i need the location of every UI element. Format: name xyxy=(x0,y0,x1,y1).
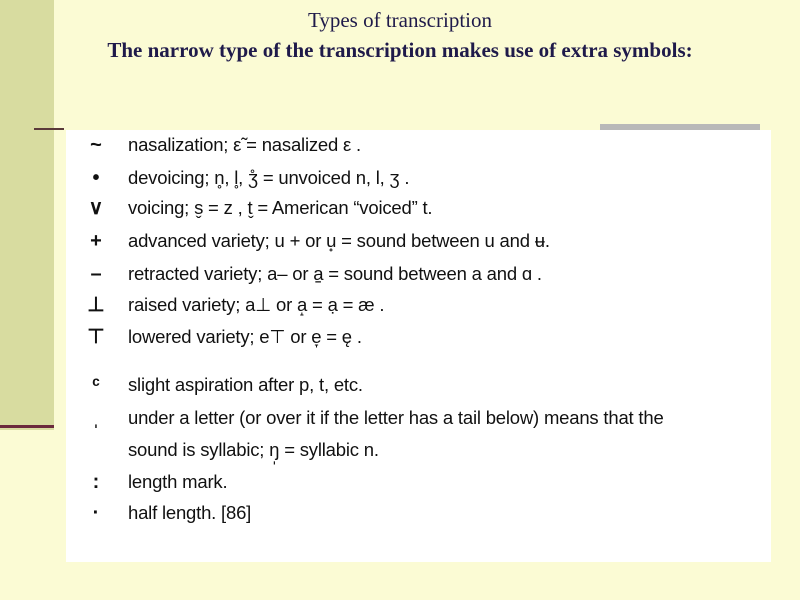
list-item-text: advanced variety; u + or u̟ = sound between u and ʉ. xyxy=(128,230,550,251)
list-item-text: lowered variety; e⊤ or e̞ = ę . xyxy=(128,326,362,347)
list-item xyxy=(66,498,771,528)
divider xyxy=(34,128,64,130)
sidebar-strip xyxy=(0,0,54,430)
list-item xyxy=(66,403,771,433)
list-item xyxy=(66,226,771,256)
diacritic-symbol: · xyxy=(92,502,100,524)
list-item xyxy=(66,370,771,400)
list-item-text: raised variety; a⊥ or a̝ = ạ = æ . xyxy=(128,294,385,315)
diacritic-symbol: ~ xyxy=(90,134,102,156)
title-line-2: The narrow type of the transcription makes use of extra symbols: xyxy=(107,38,693,62)
diacritic-symbol: ˌ xyxy=(92,407,100,429)
list-item-text: retracted variety; a– or a̠ = sound between a and ɑ . xyxy=(128,263,542,284)
list-item-text: slight aspiration after p, t, etc. xyxy=(128,374,363,395)
list-item-text: under a letter (or over it if the letter has a tail below) means that the xyxy=(128,407,664,428)
list-item xyxy=(66,290,771,320)
list-item-text: sound is syllabic; ŋ̩ = syllabic n. xyxy=(128,439,379,460)
diacritic-symbol: ⊥ xyxy=(87,294,105,316)
scanned-text-image xyxy=(66,130,771,562)
diacritic-symbol: ∨ xyxy=(88,197,104,219)
list-item-text: voicing; s̬ = z , t̬ = American “voiced” t. xyxy=(128,197,433,218)
list-item-text: half length. [86] xyxy=(128,502,252,523)
list-item xyxy=(66,435,771,465)
diacritic-symbol: ᶜ xyxy=(92,374,100,396)
list-item xyxy=(66,467,771,497)
list-item xyxy=(66,193,771,223)
diacritic-symbol: + xyxy=(90,230,102,252)
list-item xyxy=(66,322,771,352)
slide-title xyxy=(60,8,740,66)
diacritic-symbol: • xyxy=(92,167,100,189)
list-item-text: nasalization; ε̃ = nasalized ε . xyxy=(128,134,361,155)
list-item-text: length mark. xyxy=(128,471,228,492)
diacritic-symbol: : xyxy=(92,471,100,493)
list-item-text: devoicing; n̥, l̥, ʒ̊ = unvoiced n, l, ʒ . xyxy=(128,167,410,188)
list-item xyxy=(66,130,771,160)
diacritic-symbol: – xyxy=(90,263,102,285)
diacritic-symbol: ⊤ xyxy=(87,326,105,348)
list-item xyxy=(66,163,771,193)
title-line-1: Types of transcription xyxy=(308,8,492,32)
list-item xyxy=(66,259,771,289)
sidebar-accent-line xyxy=(0,425,54,428)
